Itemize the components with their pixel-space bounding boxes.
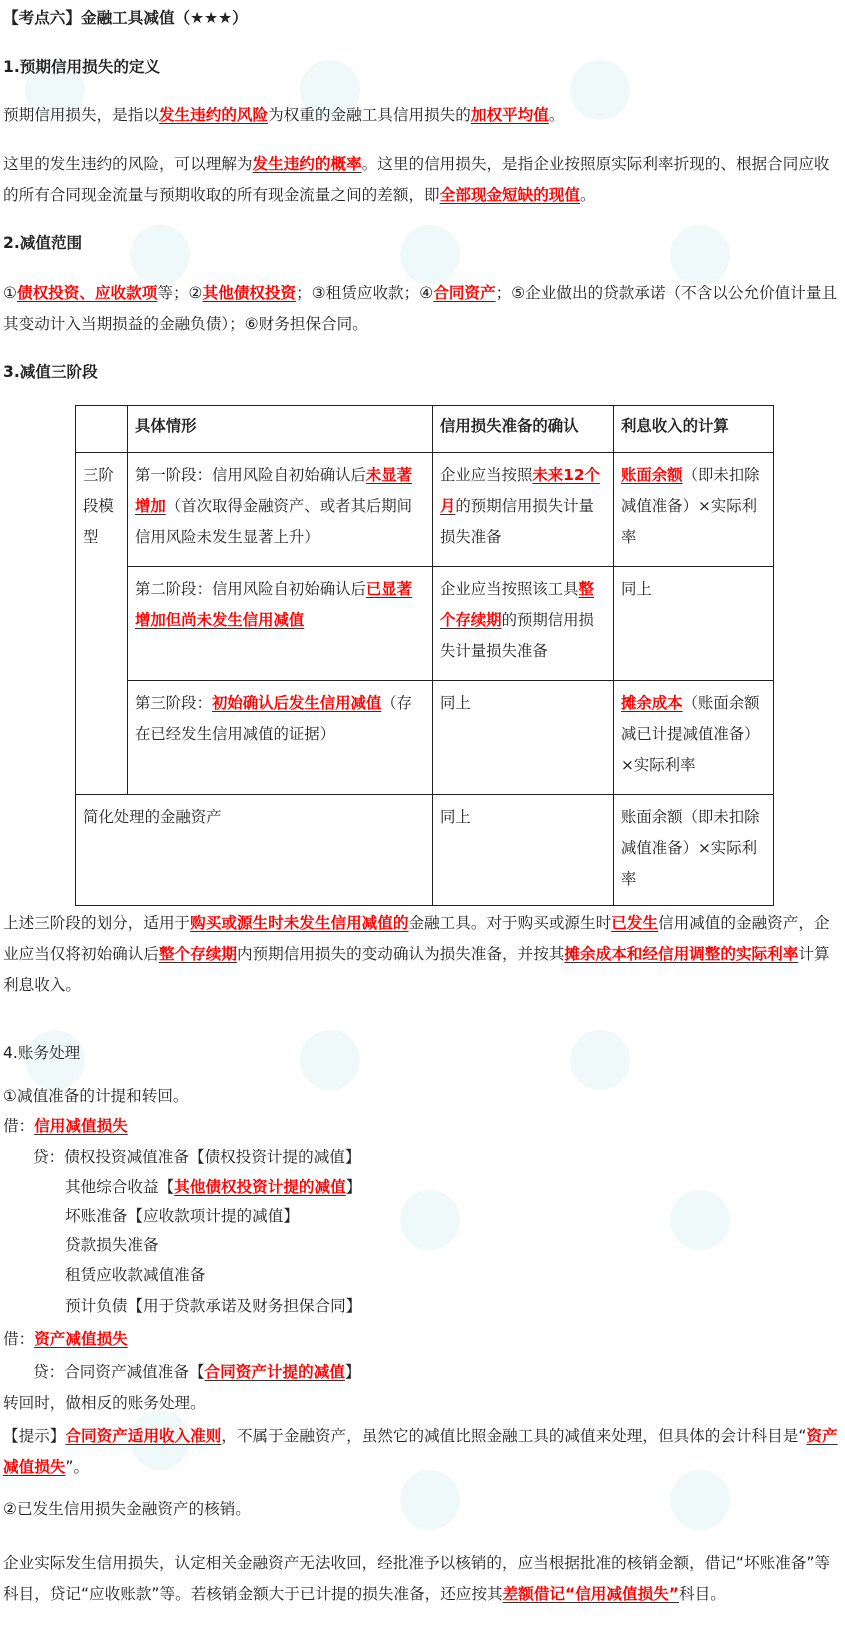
text-segment: 第二阶段：信用风险自初始确认后 [135,580,366,598]
table-cell [614,567,774,681]
table-row-stage-2 [76,567,774,681]
table-header-empty [76,406,128,453]
highlighted-text: 整个存续期 [158,945,237,963]
reversal-note [3,1388,845,1419]
text-segment: 预计负债【用于贷款承诺及财务担保合同】 [65,1297,362,1315]
table-cell [614,453,774,567]
table-header: 具体情形 [128,406,433,453]
text-segment: 1.预期信用损失的定义 [3,58,161,76]
text-segment: 借： [3,1330,35,1348]
table-cell [128,567,433,681]
scope-paragraph [3,278,845,340]
text-segment: 企业应当按照 [440,466,533,484]
text-segment: 贷：合同资产减值准备【 [33,1363,205,1381]
text-segment: ① [3,284,17,302]
text-segment: 借： [3,1117,35,1135]
text-segment: 信用减值的金融资产，企业应当仅将初始确认后 [3,914,830,963]
text-segment: ②已发生信用损失金融资产的核销。 [3,1500,251,1518]
journal-entry-credit [65,1230,845,1261]
subheading-write-off [3,1494,845,1525]
table-cell [433,453,614,567]
table-cell [433,795,614,906]
section-heading-three-stages [3,357,845,388]
text-segment: 贷款损失准备 [65,1236,159,1254]
highlighted-text: 其他债权投资 [202,284,297,302]
highlighted-text: 账面余额 [621,466,683,484]
journal-entry-credit [65,1260,845,1291]
table-cell [76,795,433,906]
text-segment: 上述三阶段的划分，适用于 [3,914,191,932]
section-heading-scope [3,228,845,259]
text-segment: 的预期信用损失计量损失准备 [440,611,594,660]
table-header: 利息收入的计算 [614,406,774,453]
journal-entry-credit [65,1291,845,1322]
text-segment: 同上 [621,580,652,598]
highlighted-text: 发生违约的风险 [158,106,269,124]
three-stage-table [75,405,774,906]
text-segment: 2.减值范围 [3,234,83,252]
text-segment: 计算利息收入。 [3,945,830,994]
text-segment: 同上 [440,694,471,712]
highlighted-text: 发生违约的概率 [252,155,362,173]
definition-paragraph [3,100,845,131]
highlighted-text: 差额借记“信用减值损失” [502,1585,680,1603]
text-segment: 其他综合收益【 [65,1178,175,1196]
table-cell [128,453,433,567]
text-segment: 金融工具。对于购买或源生时 [408,914,612,932]
table-header-row [76,406,774,453]
text-segment: （账面余额减已计提减值准备）×实际利率 [621,694,760,774]
text-segment: 内预期信用损失的变动确认为损失准备，并按其 [236,945,565,963]
text-segment: 4.账务处理 [3,1044,81,1062]
highlighted-text: 初始确认后发生信用减值 [211,694,382,712]
highlighted-text: 合同资产 [433,284,496,302]
text-segment: 同上 [440,808,471,826]
text-segment: 简化处理的金融资产 [83,808,222,826]
highlighted-text: 购买或源生时未发生信用减值的 [190,914,409,932]
highlighted-text: 合同资产计提的减值 [204,1363,345,1381]
text-segment: 】 [345,1178,362,1196]
text-segment: ，不属于金融资产，虽然它的减值比照金融工具的减值来处理，但具体的会计科目是“ [221,1427,807,1445]
text-segment: 企业实际发生信用损失，认定相关金融资产无法收回，经批准予以核销的，应当根据批准的核销金额，借记“坏账准备”等科目，贷记“应收账款”等。若核销金额大于已计提的损失准备，还应按其 [3,1554,831,1603]
highlighted-text: 整个存续期 [440,580,594,629]
journal-entry-credit [65,1201,845,1232]
stage-applicability-paragraph [3,908,845,1001]
highlighted-text: 合同资产适用收入准则 [65,1427,222,1445]
text-segment: 。 [548,106,565,124]
highlighted-text: 未显著增加 [135,466,413,515]
section-heading-definition [3,52,845,83]
highlighted-text: 全部现金短缺的现值 [439,186,580,204]
write-off-paragraph [3,1548,845,1610]
highlighted-text: 资产减值损失 [34,1330,128,1348]
highlighted-text: 债权投资、应收款项 [16,284,158,302]
text-segment: 科目。 [679,1585,726,1603]
journal-entry-credit [33,1357,845,1388]
highlighted-text: 已发生 [611,914,658,932]
text-segment: 。 [580,186,596,204]
table-cell [433,681,614,795]
text-segment: 第三阶段： [135,694,212,712]
journal-entry-credit [65,1172,845,1203]
highlighted-text: 摊余成本 [621,694,683,712]
text-segment: ”。 [65,1458,90,1476]
text-segment: ；③租赁应收款；④ [296,284,434,302]
text-segment: 预期信用损失，是指以 [3,106,159,124]
text-segment: 】 [344,1363,361,1381]
highlighted-text: 信用减值损失 [34,1117,128,1135]
table-header: 信用损失准备的确认 [433,406,614,453]
text-segment: 企业应当按照该工具 [440,580,579,598]
text-segment: 。这里的信用损失，是指企业按照原实际利率折现的、根据合同应收的所有合同现金流量与预期收取的所有现金流量之间的差额，即 [3,155,830,204]
table-cell [614,681,774,795]
table-row-stage-1 [76,453,774,567]
text-segment: 为权重的金融工具信用损失的 [268,106,471,124]
text-segment: 的预期信用损失计量损失准备 [440,497,594,546]
text-segment: 坏账准备【应收款项计提的减值】 [65,1207,299,1225]
highlighted-text: 未来12个月 [440,466,600,515]
highlighted-text: 其他债权投资计提的减值 [174,1178,346,1196]
journal-entry-debit [3,1324,845,1355]
table-row-stage-3 [76,681,774,795]
text-segment: 【提示】 [3,1427,66,1445]
explanation-paragraph [3,149,845,211]
text-segment: 3.减值三阶段 [3,363,98,381]
text-segment: （存在已经发生信用减值的证据） [135,694,413,743]
text-segment: （即未扣除减值准备）×实际利率 [621,466,760,546]
page-title [3,3,845,34]
text-segment: 租赁应收款减值准备 [65,1266,206,1284]
text-segment: ①减值准备的计提和转回。 [3,1087,189,1105]
table-row-simplified [76,795,774,906]
text-segment: ；⑤企业做出的贷款承诺（不含以公允价值计量且其变动计入当期损益的金融负债）；⑥财务担保合同。 [3,284,838,333]
section-heading-accounting [3,1038,845,1069]
group-label: 三阶段模型 [76,453,128,795]
text-segment: （首次取得金融资产、或者其后期间信用风险未发生显著上升） [135,497,413,546]
text-segment: 等；② [157,284,203,302]
text-segment: 这里的发生违约的风险，可以理解为 [3,155,253,173]
table-cell [128,681,433,795]
subheading-provision [3,1081,845,1112]
tip-paragraph [3,1421,845,1483]
text-segment: 账面余额（即未扣除减值准备）×实际利率 [621,808,760,888]
table-cell [433,567,614,681]
highlighted-text: 已显著增加但尚未发生信用减值 [135,580,413,629]
text-segment: 转回时，做相反的账务处理。 [3,1394,206,1412]
text-segment: 贷：债权投资减值准备【债权投资计提的减值】 [33,1148,361,1166]
table-cell [614,795,774,906]
highlighted-text: 加权平均值 [470,106,549,124]
highlighted-text: 摊余成本和经信用调整的实际利率 [564,945,799,963]
highlighted-text: 资产减值损失 [3,1427,838,1476]
text-segment: 第一阶段：信用风险自初始确认后 [135,466,366,484]
journal-entry-debit [3,1111,845,1142]
text-segment: 【考点六】金融工具减值（★★★） [3,9,248,27]
journal-entry-credit [33,1142,845,1173]
